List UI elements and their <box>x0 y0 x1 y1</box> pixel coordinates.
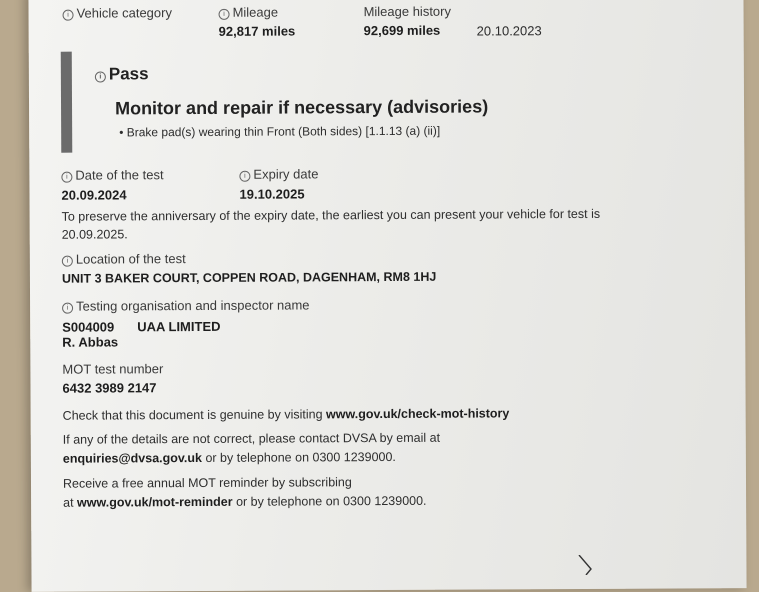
contact-line1: If any of the details are not correct, please contact DVSA by email at <box>62 430 441 447</box>
check-genuine-line <box>63 406 510 422</box>
anniversary-line1: To preserve the anniversary of the expiry date, the earliest you can present your vehicle for test is <box>61 206 601 224</box>
reminder-rest: or by telephone on 0300 1239000. <box>232 493 427 509</box>
pass-row <box>95 64 149 84</box>
test-date-label-row <box>61 167 163 183</box>
location-value: UNIT 3 BAKER COURT, COPPEN ROAD, DAGENHAM, RM8 1HJ <box>61 269 437 286</box>
contact-email-link[interactable]: enquiries@dvsa.gov.uk <box>62 450 203 466</box>
reminder-line2 <box>63 494 426 510</box>
result-bar <box>61 52 73 153</box>
mileage-value: 92,817 miles <box>218 23 296 39</box>
info-icon: i <box>219 9 230 20</box>
location-icon: i <box>62 256 73 267</box>
vehicle-category-label-row <box>63 5 172 21</box>
test-date-label: Date of the test <box>75 167 164 183</box>
testing-org-label-row <box>62 297 310 313</box>
mot-number-label: MOT test number <box>62 361 164 377</box>
vehicle-category-label: Vehicle category <box>76 5 172 21</box>
expiry-date-value: 19.10.2025 <box>239 186 305 202</box>
info-icon: i <box>63 10 74 21</box>
mileage-label: Mileage <box>232 4 279 20</box>
mot-number-value: 6432 3989 2147 <box>62 380 157 396</box>
mileage-history-label: Mileage history <box>363 3 452 20</box>
pen-tip-icon <box>578 555 592 575</box>
calendar-icon: i <box>239 171 250 182</box>
advisory-heading: Monitor and repair if necessary (advisories) <box>114 96 489 119</box>
mileage-history-value: 92,699 miles <box>363 22 441 39</box>
anniversary-line2: 20.09.2025. <box>61 227 128 242</box>
testing-org-label: Testing organisation and inspector name <box>76 297 310 314</box>
info-icon: i <box>95 71 106 82</box>
reminder-line1: Receive a free annual MOT reminder by subscribing <box>62 475 352 491</box>
calendar-icon: i <box>61 172 72 183</box>
expiry-date-label: Expiry date <box>253 166 319 182</box>
testing-org-name: UAA LIMITED <box>137 318 221 335</box>
location-label: Location of the test <box>75 251 186 267</box>
mot-certificate-page <box>28 0 746 592</box>
mot-reminder-link[interactable]: www.gov.uk/mot-reminder <box>76 494 233 510</box>
reminder-at: at <box>63 495 78 510</box>
testing-org-code: S004009 <box>62 319 115 335</box>
inspector-name: R. Abbas <box>62 334 119 350</box>
advisory-item: • Brake pad(s) wearing thin Front (Both sides) [1.1.13 (a) (ii)] <box>119 123 441 140</box>
mileage-history-date: 20.10.2023 <box>476 23 542 39</box>
expiry-date-label-row <box>239 166 318 181</box>
check-mot-link[interactable]: www.gov.uk/check-mot-history <box>325 406 510 422</box>
check-text: Check that this document is genuine by visiting <box>62 407 327 423</box>
info-icon: i <box>62 303 73 314</box>
mileage-label-row <box>219 5 279 20</box>
test-date-value: 20.09.2024 <box>61 187 127 203</box>
location-label-row <box>62 251 186 267</box>
contact-line2 <box>63 450 396 466</box>
pass-status: Pass <box>108 64 149 84</box>
contact-rest: or by telephone on 0300 1239000. <box>201 449 396 465</box>
